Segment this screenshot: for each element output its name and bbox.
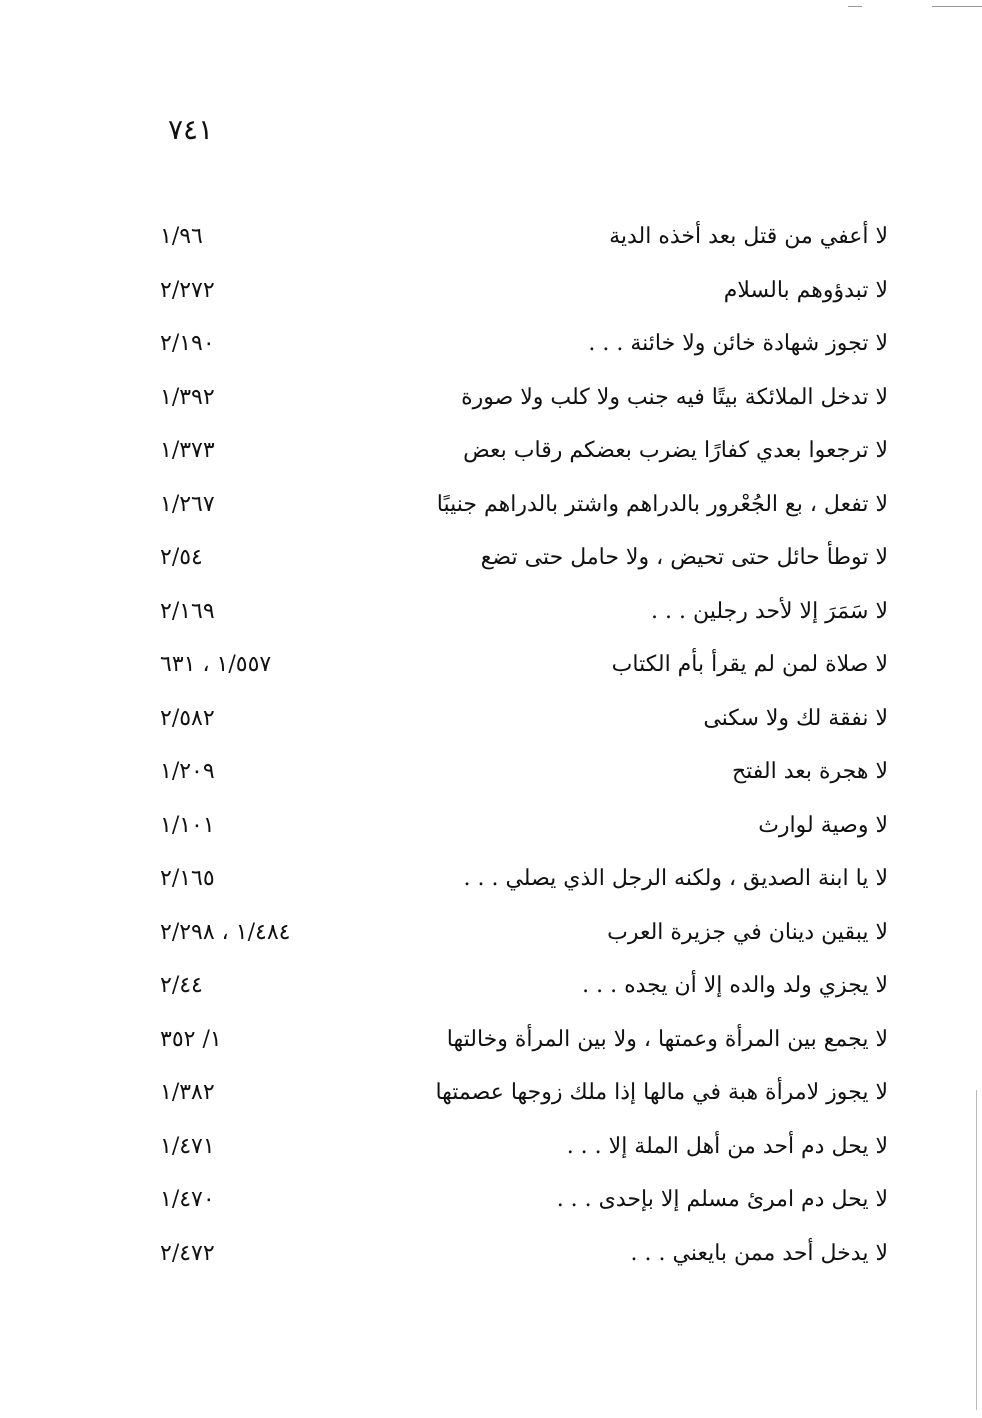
entry-reference: ١/٢٦٧ [160, 491, 215, 517]
entry-reference: ١/٤٧١ [160, 1133, 215, 1159]
entry-text: لا يجوز لامرأة هبة في مالها إذا ملك زوجها عصمتها [435, 1080, 888, 1106]
entry-reference: ٢/١٦٥ [160, 866, 215, 892]
top-rule-long [932, 6, 982, 7]
entry-reference: ٢/١٦٩ [160, 598, 215, 624]
entry-text: لا هجرة بعد الفتح [731, 759, 888, 785]
index-entry [160, 1173, 888, 1227]
index-entry [160, 264, 888, 318]
entry-text: لا أعفي من قتل بعد أخذه الدية [609, 224, 888, 250]
entry-reference: ٢/١٩٠ [160, 331, 215, 357]
index-entry [160, 852, 888, 906]
entry-text: لا صلاة لمن لم يقرأ بأم الكتاب [611, 652, 888, 678]
entry-text: لا سَمَرَ إلا لأحد رجلين . . . [650, 598, 888, 624]
entry-reference: ١/٥٥٧ ، ٦٣١ [160, 652, 272, 678]
entry-reference: ١/٣٩٢ [160, 384, 215, 410]
margin-rule [976, 1090, 977, 1410]
index-entry [160, 424, 888, 478]
top-rule-short [848, 6, 862, 7]
page-number: ٧٤١ [168, 113, 214, 146]
index-entry [160, 531, 888, 585]
entry-reference: ١/٩٦ [160, 224, 203, 250]
entry-text: لا نفقة لك ولا سكنى [703, 705, 888, 731]
index-entry [160, 959, 888, 1013]
entry-reference: ٢/٤٤ [160, 973, 203, 999]
entry-reference: ٢/٥٨٢ [160, 705, 215, 731]
entry-reference: ١/٣٨٢ [160, 1080, 215, 1106]
index-entry [160, 692, 888, 746]
index-entry [160, 799, 888, 853]
entry-text: لا يحل دم أحد من أهل الملة إلا . . . [566, 1133, 888, 1159]
entry-reference: ٢/٤٧٢ [160, 1240, 215, 1266]
entry-text: لا يدخل أحد ممن بايعني . . . [630, 1240, 888, 1266]
index-entry [160, 1066, 888, 1120]
entry-text: لا تدخل الملائكة بيتًا فيه جنب ولا كلب ولا صورة [461, 384, 888, 410]
entry-reference: ١/٣٧٣ [160, 438, 215, 464]
entry-text: لا يا ابنة الصديق ، ولكنه الرجل الذي يصلي . . . [463, 866, 888, 892]
index-entry [160, 1120, 888, 1174]
hadith-index-list [160, 210, 888, 1280]
entry-text: لا يجزي ولد والده إلا أن يجده . . . [582, 973, 888, 999]
entry-text: لا تفعل ، بع الجُعْرور بالدراهم واشتر بالدراهم جنيبًا [436, 491, 888, 517]
index-entry [160, 745, 888, 799]
entry-text: لا تجوز شهادة خائن ولا خائنة . . . [588, 331, 888, 357]
entry-text: لا يجمع بين المرأة وعمتها ، ولا بين المرأة وخالتها [446, 1026, 888, 1052]
entry-reference: ١/ ٣٥٢ [160, 1026, 222, 1052]
index-entry [160, 638, 888, 692]
index-entry [160, 478, 888, 532]
entry-text: لا يبقين دينان في جزيرة العرب [607, 919, 888, 945]
entry-reference: ١/١٠١ [160, 812, 215, 838]
entry-reference: ١/٤٨٤ ، ٢/٢٩٨ [160, 919, 291, 945]
index-entry [160, 317, 888, 371]
entry-text: لا ترجعوا بعدي كفارًا يضرب بعضكم رقاب بعض [463, 438, 888, 464]
entry-reference: ٢/٢٧٢ [160, 277, 215, 303]
entry-text: لا تبدؤوهم بالسلام [723, 277, 888, 303]
index-entry [160, 1227, 888, 1281]
index-entry [160, 1013, 888, 1067]
entry-text: لا توطأ حائل حتى تحيض ، ولا حامل حتى تضع [480, 545, 888, 571]
entry-reference: ١/٤٧٠ [160, 1187, 215, 1213]
entry-reference: ٢/٥٤ [160, 545, 203, 571]
index-entry [160, 585, 888, 639]
entry-text: لا يحل دم امرئ مسلم إلا بإحدى . . . [556, 1187, 888, 1213]
index-entry [160, 210, 888, 264]
entry-reference: ١/٢٠٩ [160, 759, 215, 785]
index-entry [160, 906, 888, 960]
index-entry [160, 371, 888, 425]
entry-text: لا وصية لوارث [758, 812, 888, 838]
